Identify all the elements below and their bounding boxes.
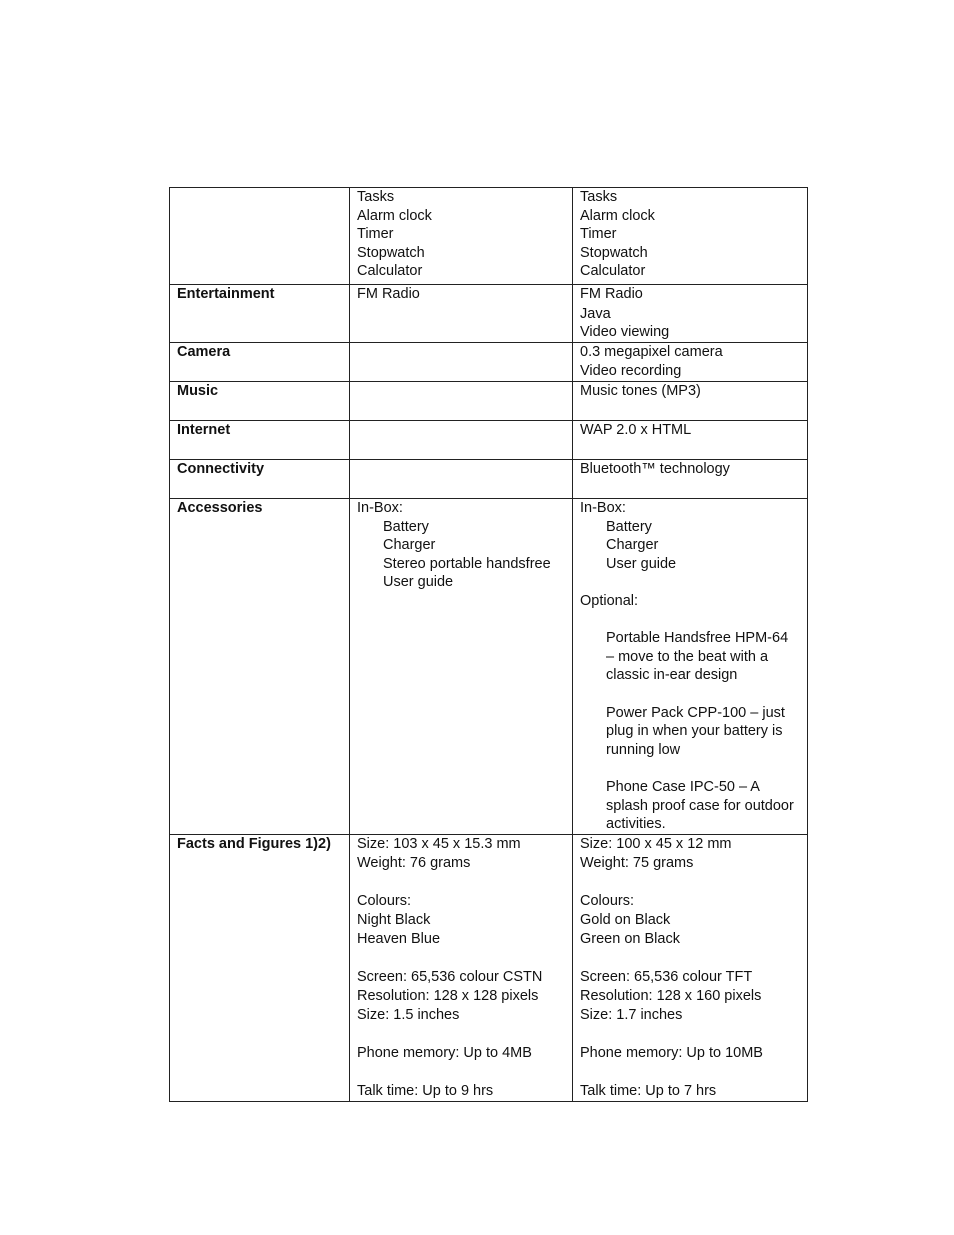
row-label: Internet [170,421,350,460]
model-b-cell [573,834,808,1101]
accessory-item: Battery [383,518,429,535]
colours-heading: Colours: [357,892,411,909]
model-a-cell [350,421,573,460]
spec-comparison-table [169,187,808,1102]
accessory-item: Battery [606,518,652,535]
size-value: Size: 103 x 45 x 15.3 mm [357,835,521,852]
model-a-cell [350,188,573,285]
model-b-cell [573,499,808,835]
accessory-item: Charger [383,537,436,554]
optional-accessory-item: Portable Handsfree HPM-64 – move to the beat with a classic in-ear design [606,630,789,684]
colour-item: Heaven Blue [357,930,441,947]
table-row [170,499,808,835]
row-label: Connectivity [170,460,350,499]
spacer [357,873,565,892]
model-a-cell [350,499,573,835]
row-label: Facts and Figures 1)2) [170,834,350,1101]
accessory-item: User guide [606,555,677,572]
feature-item: Alarm clock [580,207,655,224]
inbox-heading: In-Box: [580,500,626,516]
talk-time-value: Talk time: Up to 9 hrs [357,1082,494,1099]
feature-item: Calculator [580,263,646,280]
feature-item: Stopwatch [580,244,648,261]
accessory-item: User guide [383,574,454,591]
weight-value: Weight: 75 grams [580,854,694,871]
talk-time-value: Talk time: Up to 7 hrs [580,1082,717,1099]
row-label [170,188,350,285]
row-label: Music [170,382,350,421]
colour-item: Gold on Black [580,911,671,928]
screen-size-value: Size: 1.5 inches [357,1006,460,1023]
spacer [580,873,800,892]
model-a-cell [350,460,573,499]
optional-heading: Optional: [580,592,639,609]
optional-accessory-item: Phone Case IPC-50 – A splash proof case for outdoor activities. [606,778,794,833]
colours-heading: Colours: [580,892,634,909]
row-label: Entertainment [170,285,350,343]
spacer [357,949,565,968]
resolution-value: Resolution: 128 x 160 pixels [580,987,762,1004]
colour-item: Green on Black [580,930,680,947]
spacer [580,611,800,630]
screen-value: Screen: 65,536 colour CSTN [357,968,543,985]
row-label: Camera [170,343,350,382]
feature-item: Tasks [357,189,395,205]
model-b-cell [573,460,808,499]
table-row [170,382,808,421]
feature-item: WAP 2.0 x HTML [580,422,692,438]
optional-accessory-item: Power Pack CPP-100 – just plug in when your battery is running low [606,704,785,758]
model-a-cell [350,834,573,1101]
model-b-cell [573,421,808,460]
table-row [170,343,808,382]
feature-item: Tasks [580,189,618,205]
spacer [580,573,800,592]
feature-item: Bluetooth™ technology [580,461,730,477]
row-label: Accessories [170,499,350,835]
model-a-cell [350,343,573,382]
model-b-cell [573,382,808,421]
feature-item: Music tones (MP3) [580,383,701,399]
table-row [170,188,808,285]
weight-value: Weight: 76 grams [357,854,471,871]
size-value: Size: 100 x 45 x 12 mm [580,835,732,852]
spacer [580,949,800,968]
table-row [170,460,808,499]
resolution-value: Resolution: 128 x 128 pixels [357,987,539,1004]
table-row [170,285,808,343]
feature-item: Timer [580,226,617,243]
model-b-cell [573,343,808,382]
feature-item: Calculator [357,263,423,280]
accessory-item: Charger [606,537,659,554]
spacer [357,1063,565,1082]
model-a-cell [350,382,573,421]
memory-value: Phone memory: Up to 4MB [357,1044,532,1061]
screen-value: Screen: 65,536 colour TFT [580,968,753,985]
feature-item: FM Radio [580,286,643,302]
inbox-heading: In-Box: [357,500,403,516]
feature-item: FM Radio [357,286,420,302]
model-b-cell [573,188,808,285]
table-row [170,834,808,1101]
colour-item: Night Black [357,911,431,928]
memory-value: Phone memory: Up to 10MB [580,1044,763,1061]
spacer [580,759,800,778]
screen-size-value: Size: 1.7 inches [580,1006,683,1023]
feature-item: Alarm clock [357,207,432,224]
spacer [357,1025,565,1044]
feature-item: Java [580,305,611,322]
feature-item: Stopwatch [357,244,425,261]
feature-item: Timer [357,226,394,243]
spacer [580,1063,800,1082]
feature-item: 0.3 megapixel camera [580,344,723,360]
spacer [580,1025,800,1044]
accessory-item: Stereo portable handsfree [383,555,551,572]
feature-item: Video recording [580,362,682,379]
model-b-cell [573,285,808,343]
table-row [170,421,808,460]
spacer [580,685,800,704]
model-a-cell [350,285,573,343]
feature-item: Video viewing [580,324,670,341]
